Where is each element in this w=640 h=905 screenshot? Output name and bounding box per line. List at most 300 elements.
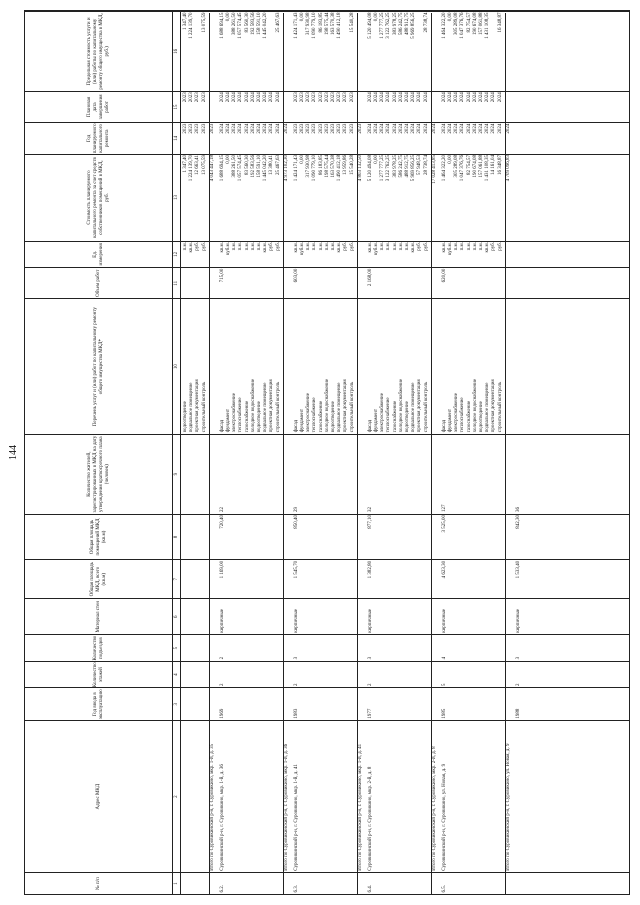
year: 2023 xyxy=(195,123,201,134)
done-year: 2024 xyxy=(367,92,373,103)
cost: 158 591,10 xyxy=(257,155,262,178)
column-header: № п/п xyxy=(25,872,173,894)
year-built: 1969 xyxy=(219,708,225,719)
unit: п.м. xyxy=(479,242,484,251)
floors: 2 xyxy=(367,683,373,686)
done-year: 2023 xyxy=(349,92,355,103)
work-name: подвальное помещение xyxy=(485,382,491,433)
year: 2023 xyxy=(318,123,324,134)
limit-cost: 0,00 xyxy=(448,12,453,22)
done-year: 2024 xyxy=(472,92,478,103)
cost: 1 688 694,15 xyxy=(219,155,225,182)
work-name: водоотведение xyxy=(479,401,484,433)
cost: 1 347,40 xyxy=(183,155,188,173)
limit-cost: 13 075,59 xyxy=(201,12,207,33)
limit-cost: 388 261,50 xyxy=(232,12,238,36)
work-name: строительный контроль xyxy=(201,381,207,433)
work-name: фасад xyxy=(441,419,447,433)
year: 2024 xyxy=(263,123,269,134)
work-name: теплоснабжение xyxy=(460,397,466,433)
limit-cost: 488 912,75 xyxy=(405,12,410,36)
limit-cost: 5 969 856,25 xyxy=(411,12,417,39)
cost: 198 575,44 xyxy=(324,155,330,178)
done-year: 2024 xyxy=(226,92,231,103)
limit-cost: 1 057 574,45 xyxy=(238,12,244,39)
limit-cost: 83 560,30 xyxy=(244,12,250,33)
done-year: 2024 xyxy=(398,92,404,103)
total-year: 2024 xyxy=(505,123,511,134)
cost: 15 540,28 xyxy=(349,155,355,176)
total-cost: 4 973 102,30 xyxy=(283,155,289,182)
column-header: Перечень услуг и (или) работ по капитальному ремонту общего имущества МКД* xyxy=(25,299,173,434)
year: 2023 xyxy=(324,123,330,134)
unit: п.м. xyxy=(454,242,460,251)
unit: руб. xyxy=(195,242,201,251)
column-number: 14 xyxy=(173,122,181,153)
limit-cost: 1 224 139,70 xyxy=(189,12,195,39)
work-name: холодное водоснабжение xyxy=(472,378,478,433)
total-cost: 17 028 413,85 xyxy=(431,155,437,184)
unit: п.м. xyxy=(232,242,238,251)
cost: 388 261,50 xyxy=(232,155,238,178)
done-year: 2024 xyxy=(238,92,244,103)
row-number: 6.4. xyxy=(367,885,373,893)
limit-cost: 86 183,85 xyxy=(318,12,324,33)
column-number: 4 xyxy=(173,661,181,688)
cost: 317 930,98 xyxy=(306,155,312,178)
done-year: 2023 xyxy=(300,92,305,103)
unit: п.м. xyxy=(380,242,386,251)
year-built: 1985 xyxy=(441,708,447,719)
unit: п.м. xyxy=(472,242,478,251)
work-name: водоотведение xyxy=(183,401,188,433)
work-name: фасад xyxy=(219,419,225,433)
cost: 1 490 412,18 xyxy=(337,155,343,182)
area-total: 1 545,70 xyxy=(293,560,299,579)
unit: кв.м. xyxy=(189,242,195,253)
column-rule xyxy=(181,661,629,688)
address: Суровикинский р-н, г. Суровикино, мкр. 1-й, д. 41 xyxy=(293,764,299,871)
year: 2024 xyxy=(392,123,398,134)
column-header: Адрес МКД xyxy=(25,720,173,872)
year: 2023 xyxy=(183,123,188,134)
done-year: 2023 xyxy=(195,92,201,103)
work-name: проектная документация xyxy=(491,379,497,433)
unit: кв.м. xyxy=(441,242,447,253)
cost: 157 061,88 xyxy=(479,155,484,178)
column-rule xyxy=(181,559,629,598)
year: 2023 xyxy=(343,123,349,134)
unit: куб.м. xyxy=(374,242,379,256)
limit-cost: 3 122 762,25 xyxy=(386,12,392,39)
floors: 2 xyxy=(293,683,299,686)
cost: 0,00 xyxy=(300,155,305,164)
work-name: фундамент xyxy=(226,408,231,433)
limit-cost: 28 738,74 xyxy=(423,12,429,33)
unit: куб.м. xyxy=(226,242,231,256)
done-year: 2024 xyxy=(380,92,386,103)
done-year: 2023 xyxy=(306,92,312,103)
capital-repair-table xyxy=(24,10,630,895)
cost: 1 047 376,76 xyxy=(460,155,466,182)
unit: п.м. xyxy=(392,242,398,251)
year: 2023 xyxy=(189,123,195,134)
cost: 1 424 171,43 xyxy=(293,155,299,182)
work-name: подвальное помещение xyxy=(189,382,195,433)
work-name: водоотведение xyxy=(257,401,262,433)
done-year: 2023 xyxy=(293,92,299,103)
column-rule xyxy=(181,434,629,514)
limit-cost: 0,00 xyxy=(226,12,231,22)
column-rule xyxy=(181,720,629,872)
cost: 0,00 xyxy=(448,155,453,164)
work-name: газоснабжение xyxy=(466,400,472,433)
work-name: водоотведение xyxy=(331,401,336,433)
unit: п.м. xyxy=(244,242,250,251)
done-year: 2024 xyxy=(448,92,453,103)
limit-cost: 5 120 494,08 xyxy=(367,12,373,39)
unit: п.м. xyxy=(405,242,410,251)
year: 2024 xyxy=(405,123,410,134)
done-year: 2024 xyxy=(257,92,262,103)
work-name: теплоснабжение xyxy=(238,397,244,433)
work-name: проектная документация xyxy=(195,379,201,433)
column-number: 12 xyxy=(173,241,181,268)
total-label: Итого по Суровикинский р-н, г. Суровикино, мкр. 1-й, д. 36 xyxy=(283,743,289,871)
unit: кв.м. xyxy=(219,242,225,253)
address: Суровикинский р-н, г. Суровикино, мкр. 2-й, д. 8 xyxy=(367,766,373,871)
floors: 5 xyxy=(441,683,447,686)
floors: 2 xyxy=(219,683,225,686)
limit-cost: 15 540,28 xyxy=(349,12,355,33)
done-year: 2023 xyxy=(331,92,336,103)
unit: п.м. xyxy=(312,242,318,251)
unit: п.м. xyxy=(398,242,404,251)
cost: 1 224 139,70 xyxy=(189,155,195,182)
year: 2024 xyxy=(257,123,262,134)
limit-cost: 16 348,87 xyxy=(497,12,503,33)
year: 2024 xyxy=(219,123,225,134)
done-year: 2024 xyxy=(392,92,398,103)
done-year: 2023 xyxy=(324,92,330,103)
column-header: Количество жителей, зарегистрированных в МКД на дату утверждения краткосрочного плана (человек) xyxy=(25,434,173,514)
work-volume: 715,00 xyxy=(219,268,225,283)
work-name: газоснабжение xyxy=(318,400,324,433)
residents: 29 xyxy=(293,507,299,513)
limit-cost: 1 347,40 xyxy=(183,12,188,31)
cost: 83 560,30 xyxy=(244,155,250,176)
cost: 190 674,08 xyxy=(472,155,478,178)
cost: 163 570,38 xyxy=(331,155,336,178)
limit-cost: 157 061,88 xyxy=(479,12,484,36)
work-name: фундамент xyxy=(374,408,379,433)
done-year: 2024 xyxy=(411,92,417,103)
unit: руб. xyxy=(423,242,429,251)
column-header: Материал стен xyxy=(25,598,173,634)
cost: 0,00 xyxy=(226,155,231,164)
work-name: газоснабжение xyxy=(392,400,398,433)
area-total: 1 382,80 xyxy=(367,560,373,579)
cost: 5 120 494,08 xyxy=(367,155,373,182)
residents: 127 xyxy=(441,504,447,513)
unit: п.м. xyxy=(306,242,312,251)
work-volume: 603,00 xyxy=(293,268,299,283)
area-total: 1 169,00 xyxy=(219,560,225,579)
cost: 12 663,41 xyxy=(195,155,201,176)
work-name: водоотведение xyxy=(405,401,410,433)
limit-cost: 1 431 108,35 xyxy=(485,12,491,39)
work-volume: 620,00 xyxy=(441,268,447,283)
work-name: проектная документация xyxy=(269,379,275,433)
unit: п.м. xyxy=(324,242,330,251)
column-header: Ед. измерения xyxy=(25,241,173,268)
total-label: Итого по Суровикинский р-н, г. Суровикино, мкр. 2-й, д. 8 xyxy=(431,746,437,871)
residents: 36 xyxy=(515,507,521,513)
column-header: Год планируемого капитального ремонта xyxy=(25,122,173,153)
column-header: Общая площадь помещений МКД (кв.м) xyxy=(25,514,173,560)
year: 2024 xyxy=(238,123,244,134)
column-number: 8 xyxy=(173,514,181,560)
work-name: фасад xyxy=(367,419,373,433)
done-year: 2023 xyxy=(343,92,349,103)
done-year: 2024 xyxy=(485,92,491,103)
year: 2023 xyxy=(349,123,355,134)
cost: 14 161,04 xyxy=(491,155,497,176)
limit-cost: 198 575,44 xyxy=(324,12,330,36)
done-year: 2023 xyxy=(189,92,195,103)
year: 2024 xyxy=(411,123,417,134)
done-year: 2023 xyxy=(337,92,343,103)
unit: куб.м. xyxy=(300,242,305,256)
area-rooms: 877,10 xyxy=(367,515,373,529)
year: 2024 xyxy=(269,123,275,134)
wall-material: кирпичные xyxy=(367,609,373,633)
unit: п.м. xyxy=(257,242,262,251)
limit-cost: 163 570,38 xyxy=(331,12,336,36)
residents: 22 xyxy=(219,507,225,513)
limit-cost: 25 467,63 xyxy=(275,12,281,33)
done-year: 2024 xyxy=(244,92,250,103)
year: 2024 xyxy=(250,123,256,134)
total-cost: 4 709 096,83 xyxy=(505,155,511,182)
unit: руб. xyxy=(349,242,355,251)
done-year: 2024 xyxy=(491,92,497,103)
work-name: подвальное помещение xyxy=(263,382,269,433)
row-number: 6.3. xyxy=(293,885,299,893)
cost: 192 583,56 xyxy=(250,155,256,178)
entrances: 4 xyxy=(441,656,447,660)
year: 2024 xyxy=(398,123,404,134)
year: 2024 xyxy=(497,123,503,134)
work-name: теплоснабжение xyxy=(386,397,392,433)
cost: 86 183,85 xyxy=(318,155,324,176)
work-name: фасад xyxy=(293,419,299,433)
unit: п.м. xyxy=(183,242,188,251)
column-header: Предельная стоимость услуги и (или) работы по капитальному ремонту общего имущества в МКД, руб.) xyxy=(25,11,173,91)
cost: 1 464 322,20 xyxy=(441,155,447,182)
done-year: 2024 xyxy=(497,92,503,103)
column-header: Стоимость планируемого капитального ремонта за счет средств собственников помещений в МКД, руб. xyxy=(25,154,173,241)
year-built: 1983 xyxy=(293,708,299,719)
column-rule xyxy=(181,267,629,298)
done-year: 2023 xyxy=(201,92,207,103)
year: 2023 xyxy=(337,123,343,134)
done-year: 2024 xyxy=(263,92,269,103)
done-year: 2024 xyxy=(460,92,466,103)
unit: кв.м. xyxy=(367,242,373,253)
column-header: Количество подъездов xyxy=(25,634,173,661)
year: 2024 xyxy=(423,123,429,134)
unit: руб. xyxy=(491,242,497,251)
unit: кв.м. xyxy=(485,242,491,253)
unit: кв.м. xyxy=(411,242,417,253)
column-header: Плановая дата завершения работ xyxy=(25,91,173,122)
row-number: 6.2. xyxy=(219,885,225,893)
year: 2023 xyxy=(201,123,207,134)
limit-cost: 0,00 xyxy=(300,12,305,22)
column-number: 6 xyxy=(173,598,181,634)
work-name: проектная документация xyxy=(343,379,349,433)
cost: 305 289,08 xyxy=(454,155,460,178)
done-year: 2024 xyxy=(250,92,256,103)
column-header: Количество этажей xyxy=(25,661,173,688)
total-year: 2024 xyxy=(283,123,289,134)
done-year: 2024 xyxy=(232,92,238,103)
cost: 57 948,53 xyxy=(417,155,423,176)
work-name: подвальное помещение xyxy=(337,382,343,433)
column-number: 13 xyxy=(173,154,181,241)
limit-cost: 1 424 171,43 xyxy=(293,12,299,39)
entrances: 2 xyxy=(219,656,225,660)
work-name: строительный контроль xyxy=(349,381,355,433)
year: 2024 xyxy=(244,123,250,134)
unit: руб. xyxy=(497,242,503,251)
unit: руб. xyxy=(343,242,349,251)
residents: 32 xyxy=(367,507,373,513)
year: 2024 xyxy=(491,123,497,134)
unit: п.м. xyxy=(460,242,466,251)
unit: руб. xyxy=(201,242,207,251)
done-year: 2024 xyxy=(275,92,281,103)
done-year: 2024 xyxy=(374,92,379,103)
limit-cost: 383 978,25 xyxy=(392,12,398,36)
wall-material: кирпичные xyxy=(293,609,299,633)
entrances: 3 xyxy=(367,656,373,660)
done-year: 2023 xyxy=(318,92,324,103)
wall-material: кирпичные xyxy=(219,609,225,633)
column-rule xyxy=(181,687,629,720)
done-year: 2024 xyxy=(423,92,429,103)
done-year: 2024 xyxy=(441,92,447,103)
column-header: Год ввода в эксплуатацию xyxy=(25,687,173,720)
column-number: 16 xyxy=(173,11,181,91)
done-year: 2024 xyxy=(417,92,423,103)
done-year: 2024 xyxy=(219,92,225,103)
cost: 488 912,75 xyxy=(405,155,410,178)
year: 2023 xyxy=(300,123,305,134)
column-rule xyxy=(181,634,629,661)
done-year: 2024 xyxy=(479,92,484,103)
done-year: 2024 xyxy=(405,92,410,103)
year: 2024 xyxy=(466,123,472,134)
work-name: теплоснабжение xyxy=(312,397,318,433)
work-name: холодное водоснабжение xyxy=(324,378,330,433)
page-number: 144 xyxy=(8,445,19,460)
area-rooms: 720,40 xyxy=(219,515,225,529)
total-label: Итого по Суровикинский р-н, г. Суровикино, мкр. 1-й, д. 41 xyxy=(357,743,363,871)
total-year: 2023 xyxy=(357,123,363,134)
cost: 82 754,57 xyxy=(466,155,472,176)
total-year: 2023 xyxy=(209,123,215,134)
year: 2024 xyxy=(460,123,466,134)
limit-cost: 317 930,98 xyxy=(306,12,312,36)
column-number: 3 xyxy=(173,687,181,720)
cost: 28 738,74 xyxy=(423,155,429,176)
unit: п.м. xyxy=(318,242,324,251)
year: 2024 xyxy=(441,123,447,134)
work-name: подвальное помещение xyxy=(411,382,417,433)
year: 2023 xyxy=(331,123,336,134)
work-name: фундамент xyxy=(448,408,453,433)
done-year: 2024 xyxy=(386,92,392,103)
column-number: 2 xyxy=(173,720,181,872)
column-number: 5 xyxy=(173,634,181,661)
cost: 13 380,41 xyxy=(269,155,275,176)
total-label: Итого по Суровикинский р-н, г. Суровикино, мкр. 1-й, д. 35 xyxy=(209,743,215,871)
row-number: 6.5. xyxy=(441,885,447,893)
cost: 0,00 xyxy=(374,155,379,164)
work-name: холодное водоснабжение xyxy=(398,378,404,433)
cost: 1 431 108,35 xyxy=(485,155,491,182)
work-name: строительный контроль xyxy=(423,381,429,433)
year: 2024 xyxy=(448,123,453,134)
cost: 1 445 042,20 xyxy=(263,155,269,182)
limit-cost: 82 754,57 xyxy=(466,12,472,33)
work-volume: 2 168,00 xyxy=(367,268,373,287)
year: 2024 xyxy=(232,123,238,134)
cost: 25 467,63 xyxy=(275,155,281,176)
year: 2024 xyxy=(417,123,423,134)
year: 2024 xyxy=(275,123,281,134)
limit-cost: 1 047 376,76 xyxy=(460,12,466,39)
column-number: 9 xyxy=(173,434,181,514)
unit: руб. xyxy=(269,242,275,251)
column-header: Объем работ xyxy=(25,267,173,298)
cost: 586 242,75 xyxy=(398,155,404,178)
limit-cost: 1 464 322,20 xyxy=(441,12,447,39)
cost: 13 959,86 xyxy=(343,155,349,176)
total-label: Итого по Суровикинский р-н, г. Суровикино, ул. Новая, д. 9 xyxy=(505,743,511,871)
total-year: 2024 xyxy=(431,123,437,134)
limit-cost: 190 674,08 xyxy=(472,12,478,36)
limit-cost: 158 591,10 xyxy=(257,12,262,36)
year: 2023 xyxy=(293,123,299,134)
year: 2023 xyxy=(306,123,312,134)
floors: 2 xyxy=(515,683,521,686)
cost: 1 057 574,45 xyxy=(238,155,244,182)
total-cost: 4 803 132,50 xyxy=(357,155,363,182)
area-rooms: 842,30 xyxy=(515,515,521,529)
cost: 5 969 856,25 xyxy=(411,155,417,182)
cost: 13 075,59 xyxy=(201,155,207,176)
address: Суровикинский р-н, г. Суровикино, мкр. 1-й, д. 36 xyxy=(219,764,225,871)
cost: 1 277 777,25 xyxy=(380,155,386,182)
done-year: 2024 xyxy=(466,92,472,103)
column-rule xyxy=(181,514,629,560)
unit: кв.м. xyxy=(293,242,299,253)
unit: кв.м. xyxy=(337,242,343,253)
cost: 383 978,25 xyxy=(392,155,398,178)
